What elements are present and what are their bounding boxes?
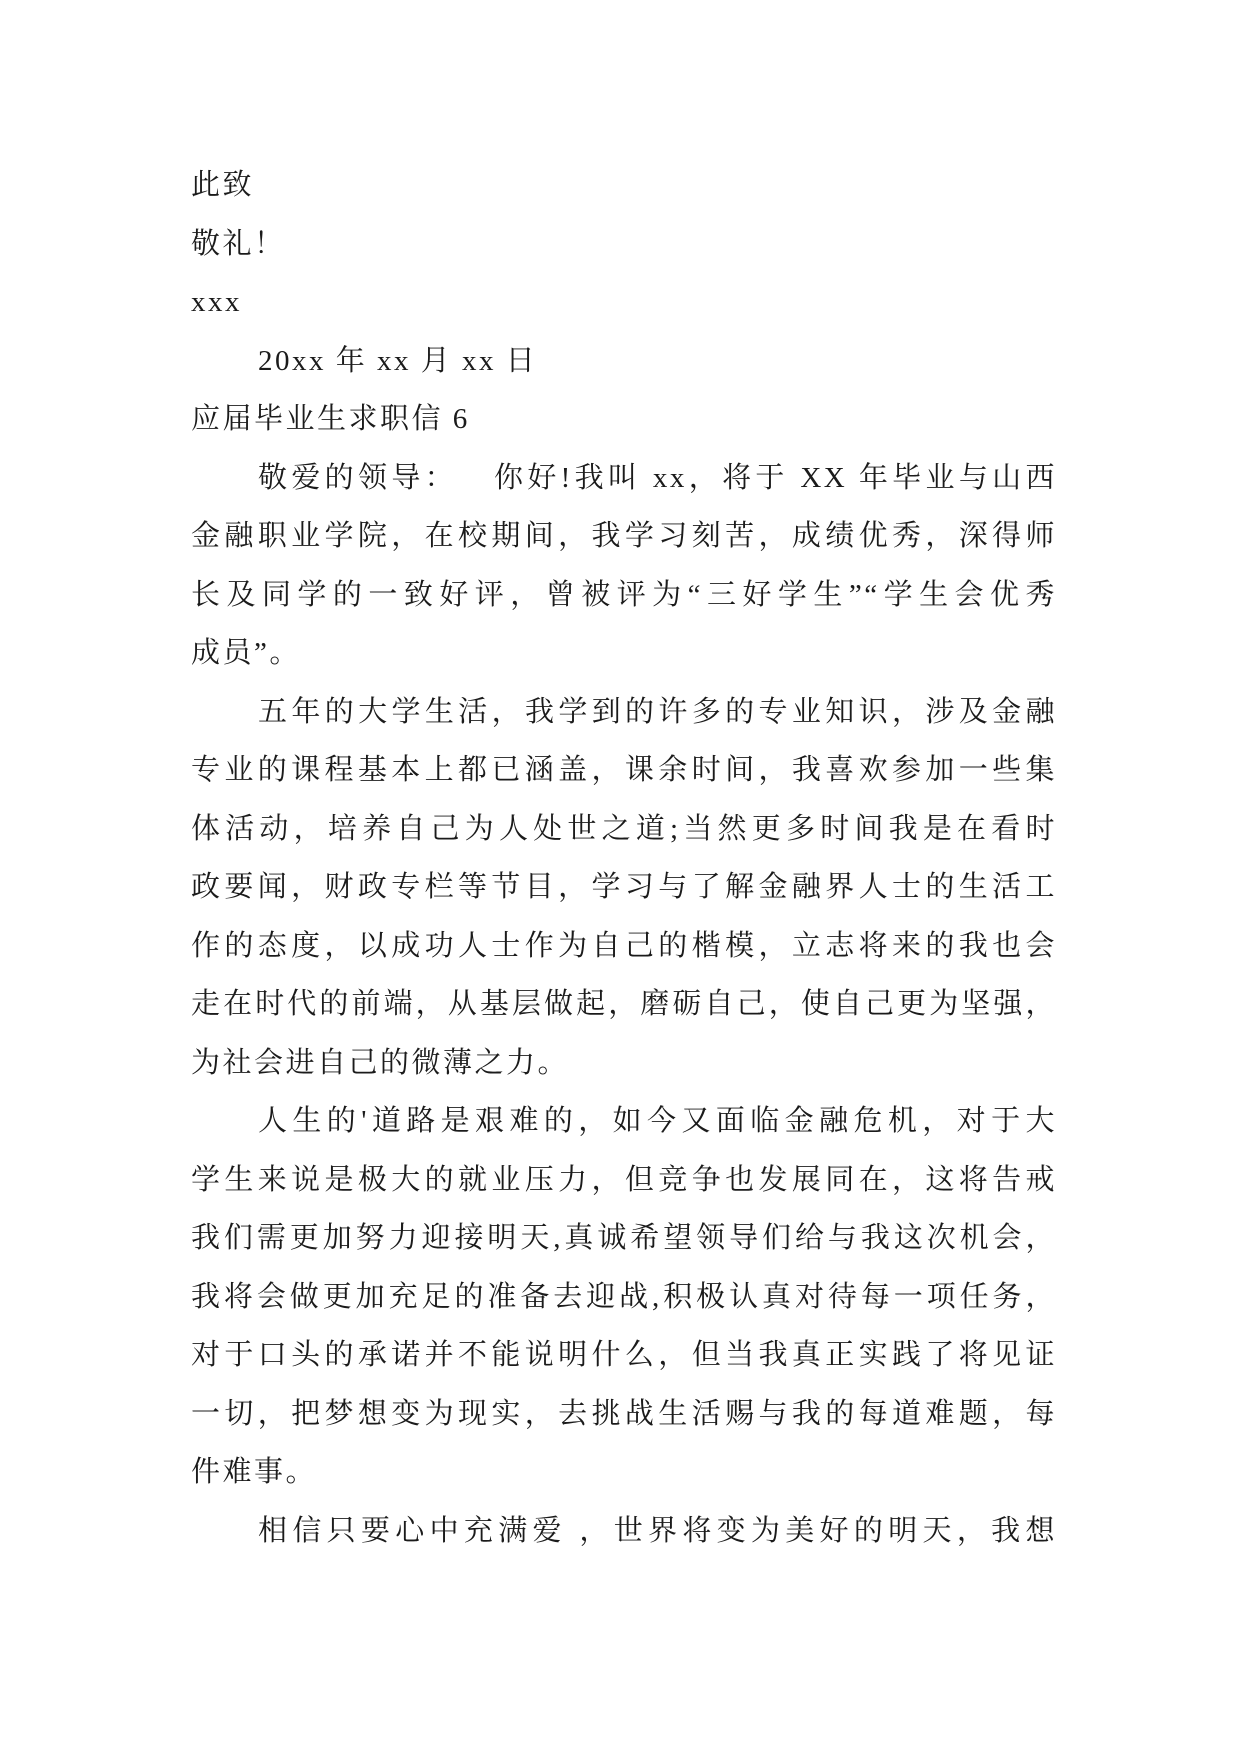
paragraph <box>191 683 1057 1093</box>
letter-line: 五年的大学生活，我学到的许多的专业知识，涉及金融 <box>258 695 1057 728</box>
letter-date: 20xx 年 xx 月 xx 日 <box>258 344 538 377</box>
letter-line: 长及同学的一致好评，曾被评为“三好学生”“学生会优秀 <box>191 578 1057 611</box>
letter-line: 专业的课程基本上都已涵盖，课余时间，我喜欢参加一些集 <box>191 754 1057 786</box>
signature: xxx <box>191 286 242 318</box>
letter-line: 一切，把梦想变为现实，去挑战生活赐与我的每道难题，每 <box>191 1397 1057 1430</box>
letter-line: 为社会进自己的微薄之力。 <box>191 1046 570 1079</box>
closing-respect: 敬礼！ <box>191 227 286 260</box>
letter-line: 件难事。 <box>191 1456 318 1488</box>
closing-block <box>191 156 1057 390</box>
letter-line <box>191 449 1057 508</box>
letter-line: 体活动，培养自己为人处世之道;当然更多时间我是在看时 <box>191 812 1057 845</box>
letter-line: 金融职业学院，在校期间，我学习刻苦，成绩优秀，深得师 <box>191 520 1057 552</box>
document-page <box>191 156 1057 1560</box>
closing-salutation: 此致 <box>191 169 255 201</box>
letter-greeting: 敬爱的领导： <box>258 461 459 494</box>
letter-line-text: 你好!我叫 xx，将于 XX 年毕业与山西 <box>494 461 1057 494</box>
letter-line: 政要闻，财政专栏等节目，学习与了解金融界人士的生活工 <box>191 871 1057 903</box>
letter-title: 应届毕业生求职信 6 <box>191 403 470 435</box>
letter-line: 成员”。 <box>191 637 301 669</box>
letter-line: 相信只要心中充满爱 ，世界将变为美好的明天，我想 <box>258 1514 1057 1547</box>
letter-line: 我将会做更加充足的准备去迎战,积极认真对待每一项任务， <box>191 1280 1057 1313</box>
letter-line: 对于口头的承诺并不能说明什么，但当我真正实践了将见证 <box>191 1339 1057 1371</box>
letter-line: 走在时代的前端，从基层做起，磨砺自己，使自己更为坚强， <box>191 988 1057 1020</box>
paragraph <box>191 1502 1057 1561</box>
paragraph <box>191 1092 1057 1502</box>
letter-line: 学生来说是极大的就业压力，但竞争也发展同在，这将告戒 <box>191 1163 1057 1196</box>
letter-line: 作的态度，以成功人士作为自己的楷模，立志将来的我也会 <box>191 929 1057 962</box>
letter-line: 我们需更加努力迎接明天,真诚希望领导们给与我这次机会， <box>191 1222 1057 1254</box>
paragraph <box>191 449 1057 683</box>
letter-line: 人生的'道路是艰难的，如今又面临金融危机，对于大 <box>258 1105 1057 1137</box>
